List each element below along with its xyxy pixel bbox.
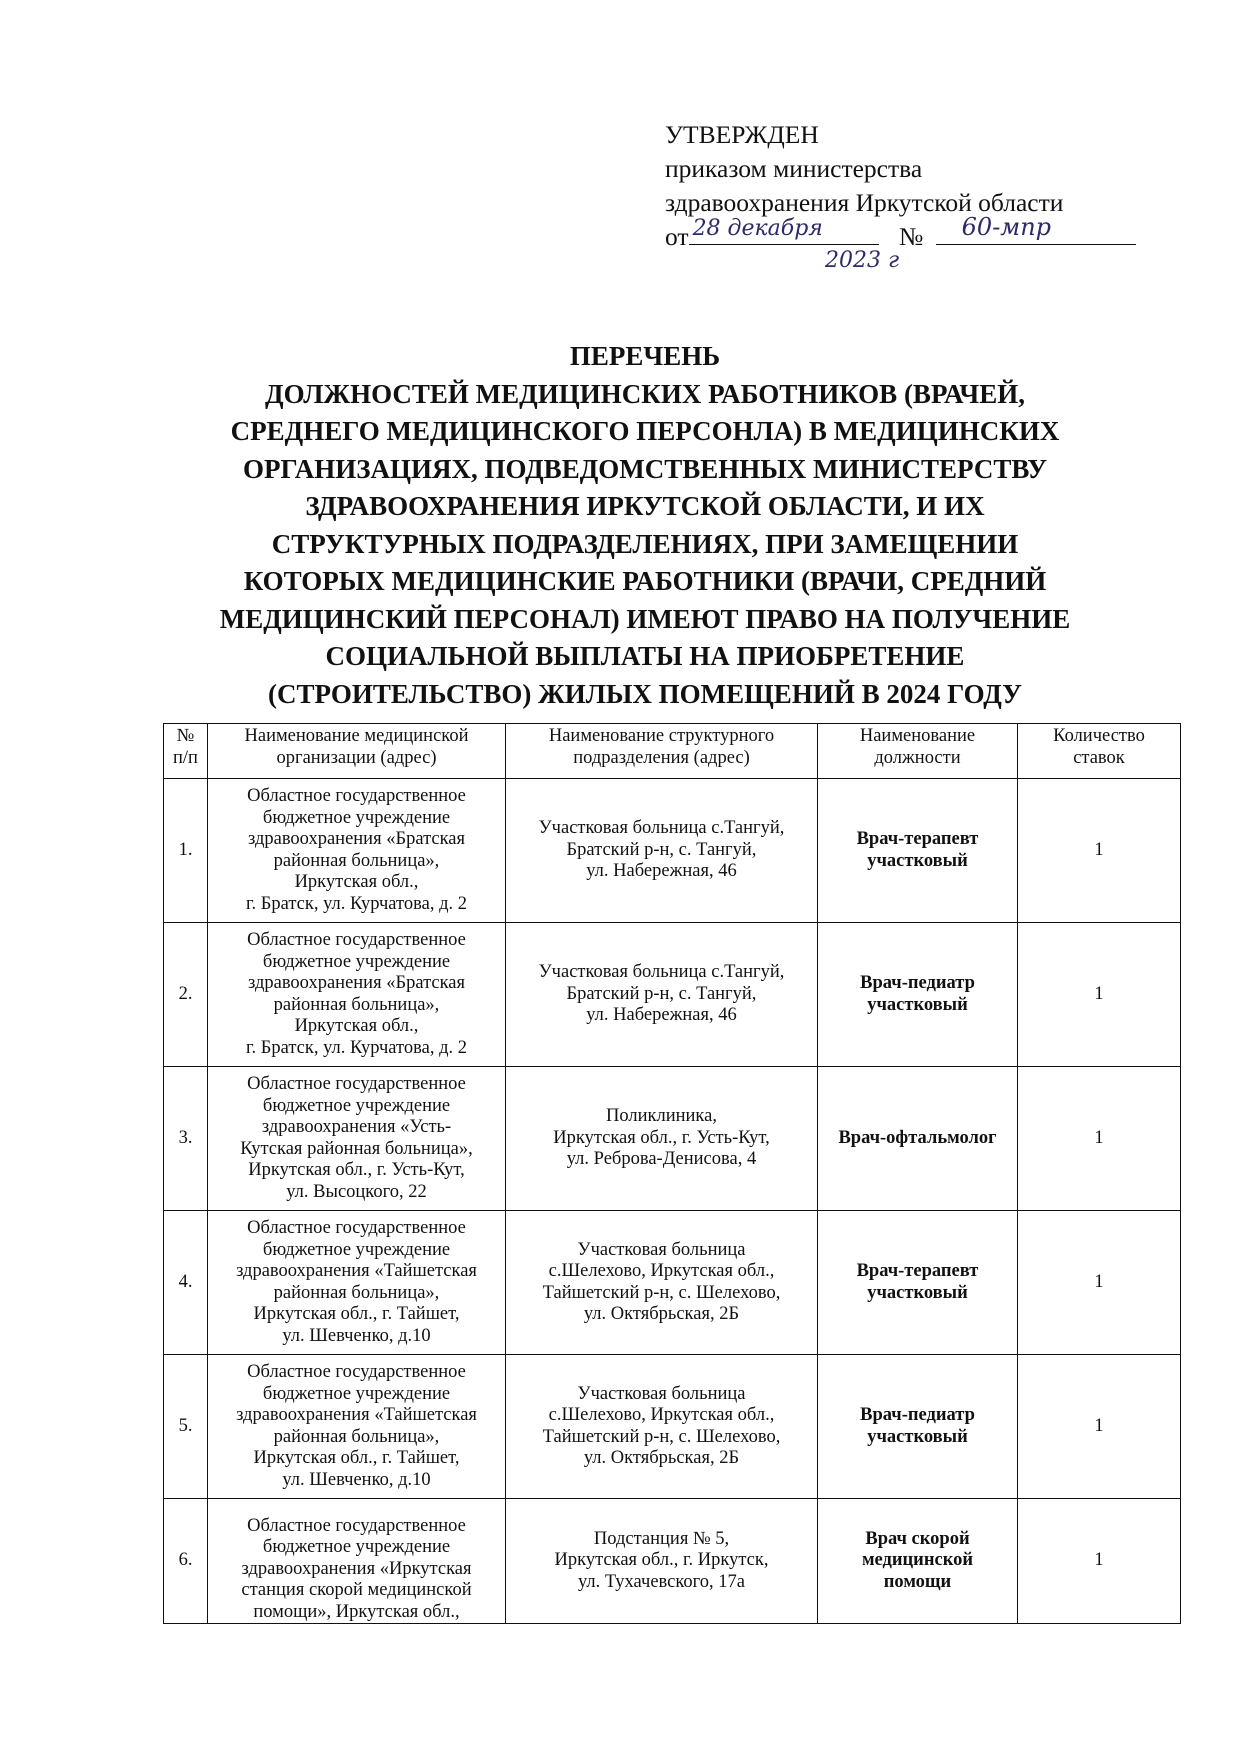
unit-cell: Участковая больница с.Шелехово, Иркутская обл., Тайшетский р-н, с. Шелехово, ул. Октябрьская, 2Б — [506, 1355, 818, 1499]
header-organization: Наименование медицинской организации (адрес) — [208, 724, 506, 779]
position-cell: Врач-терапевт участковый — [818, 1211, 1018, 1355]
handwritten-date: 28 декабря — [692, 216, 823, 241]
organization-cell: Областное государственное бюджетное учреждение здравоохранения «Тайшетская районная больница», Иркутская обл., г. Тайшет, ул. Шевченко, д.10 — [208, 1355, 506, 1499]
number-label: № — [898, 222, 924, 251]
approval-ministry-line: здравоохранения Иркутской области — [665, 188, 1064, 217]
date-underline — [689, 216, 879, 245]
position-cell: Врач-педиатр участковый — [818, 1355, 1018, 1499]
organization-cell: Областное государственное бюджетное учреждение здравоохранения «Братская районная больница», Иркутская обл., г. Братск, ул. Курчатова, д. 2 — [208, 779, 506, 923]
document-title — [195, 338, 1095, 713]
header-number: № п/п — [164, 724, 208, 779]
unit-cell: Участковая больница с.Шелехово, Иркутская обл., Тайшетский р-н, с. Шелехово, ул. Октябрьская, 2Б — [506, 1211, 818, 1355]
organization-cell: Областное государственное бюджетное учреждение здравоохранения «Тайшетская районная больница», Иркутская обл., г. Тайшет, ул. Шевченко, д.10 — [208, 1211, 506, 1355]
count-cell: 1 — [1018, 1499, 1181, 1624]
handwritten-number: 60-мпр — [961, 213, 1052, 241]
header-unit: Наименование структурного подразделения (адрес) — [506, 724, 818, 779]
table-row — [164, 1355, 1181, 1499]
organization-cell: Областное государственное бюджетное учреждение здравоохранения «Усть- Кутская районная больница», Иркутская обл., г. Усть-Кут, ул. Высоцкого, 22 — [208, 1067, 506, 1211]
title-line: КОТОРЫХ МЕДИЦИНСКИЕ РАБОТНИКИ (ВРАЧИ, СРЕДНИЙ — [243, 566, 1047, 596]
count-cell: 1 — [1018, 1067, 1181, 1211]
row-number: 6. — [164, 1499, 208, 1624]
organization-cell: Областное государственное бюджетное учреждение здравоохранения «Братская районная больница», Иркутская обл., г. Братск, ул. Курчатова, д. 2 — [208, 923, 506, 1067]
positions-table — [163, 723, 1181, 1624]
position-cell: Врач-педиатр участковый — [818, 923, 1018, 1067]
approval-stamp-block — [665, 118, 1135, 273]
title-line: МЕДИЦИНСКИЙ ПЕРСОНАЛ) ИМЕЮТ ПРАВО НА ПОЛУЧЕНИЕ — [219, 603, 1071, 634]
row-number: 1. — [164, 779, 208, 923]
unit-cell: Подстанция № 5, Иркутская обл., г. Иркутск, ул. Тухачевского, 17а — [506, 1499, 818, 1624]
table-row — [164, 1211, 1181, 1355]
table-row — [164, 779, 1181, 923]
count-cell: 1 — [1018, 923, 1181, 1067]
number-underline — [936, 213, 1136, 245]
table-row — [164, 1067, 1181, 1211]
title-line: СРЕДНЕГО МЕДИЦИНСКОГО ПЕРСОНЛА) В МЕДИЦИНСКИХ — [230, 416, 1060, 446]
row-number: 5. — [164, 1355, 208, 1499]
header-count: Количество ставок — [1018, 724, 1181, 779]
row-number: 4. — [164, 1211, 208, 1355]
count-cell: 1 — [1018, 779, 1181, 923]
position-cell: Врач-офтальмолог — [818, 1067, 1018, 1211]
approval-date-number-line — [665, 213, 1135, 273]
approval-order-line: приказом министерства — [665, 154, 923, 183]
title-line: ДОЛЖНОСТЕЙ МЕДИЦИНСКИХ РАБОТНИКОВ (ВРАЧЕЙ, — [265, 378, 1025, 409]
handwritten-year: 2023 г — [825, 248, 900, 273]
unit-cell: Участковая больница с.Тангуй, Братский р-н, с. Тангуй, ул. Набережная, 46 — [506, 779, 818, 923]
title-line: ОРГАНИЗАЦИЯХ, ПОДВЕДОМСТВЕННЫХ МИНИСТЕРСТВУ — [242, 453, 1048, 484]
count-cell: 1 — [1018, 1355, 1181, 1499]
table-header-row — [164, 724, 1181, 779]
unit-cell: Участковая больница с.Тангуй, Братский р-н, с. Тангуй, ул. Набережная, 46 — [506, 923, 818, 1067]
header-position: Наименование должности — [818, 724, 1018, 779]
count-cell: 1 — [1018, 1211, 1181, 1355]
position-cell: Врач скорой медицинской помощи — [818, 1499, 1018, 1624]
approval-heading: УТВЕРЖДЕН — [665, 120, 819, 149]
title-line: ПЕРЕЧЕНЬ — [569, 341, 721, 371]
from-label: от — [665, 222, 689, 251]
organization-cell: Областное государственное бюджетное учреждение здравоохранения «Иркутская станция скорой медицинской помощи», Иркутская обл., — [208, 1499, 506, 1624]
table-row — [164, 1499, 1181, 1624]
title-line: СТРУКТУРНЫХ ПОДРАЗДЕЛЕНИЯХ, ПРИ ЗАМЕЩЕНИИ — [271, 528, 1019, 559]
table-row — [164, 923, 1181, 1067]
title-line: СОЦИАЛЬНОЙ ВЫПЛАТЫ НА ПРИОБРЕТЕНИЕ — [325, 641, 965, 671]
unit-cell: Поликлиника, Иркутская обл., г. Усть-Кут, ул. Реброва-Денисова, 4 — [506, 1067, 818, 1211]
row-number: 3. — [164, 1067, 208, 1211]
position-cell: Врач-терапевт участковый — [818, 779, 1018, 923]
title-line: (СТРОИТЕЛЬСТВО) ЖИЛЫХ ПОМЕЩЕНИЙ В 2024 ГОДУ — [268, 678, 1022, 709]
row-number: 2. — [164, 923, 208, 1067]
title-line: ЗДРАВООХРАНЕНИЯ ИРКУТСКОЙ ОБЛАСТИ, И ИХ — [305, 491, 985, 521]
